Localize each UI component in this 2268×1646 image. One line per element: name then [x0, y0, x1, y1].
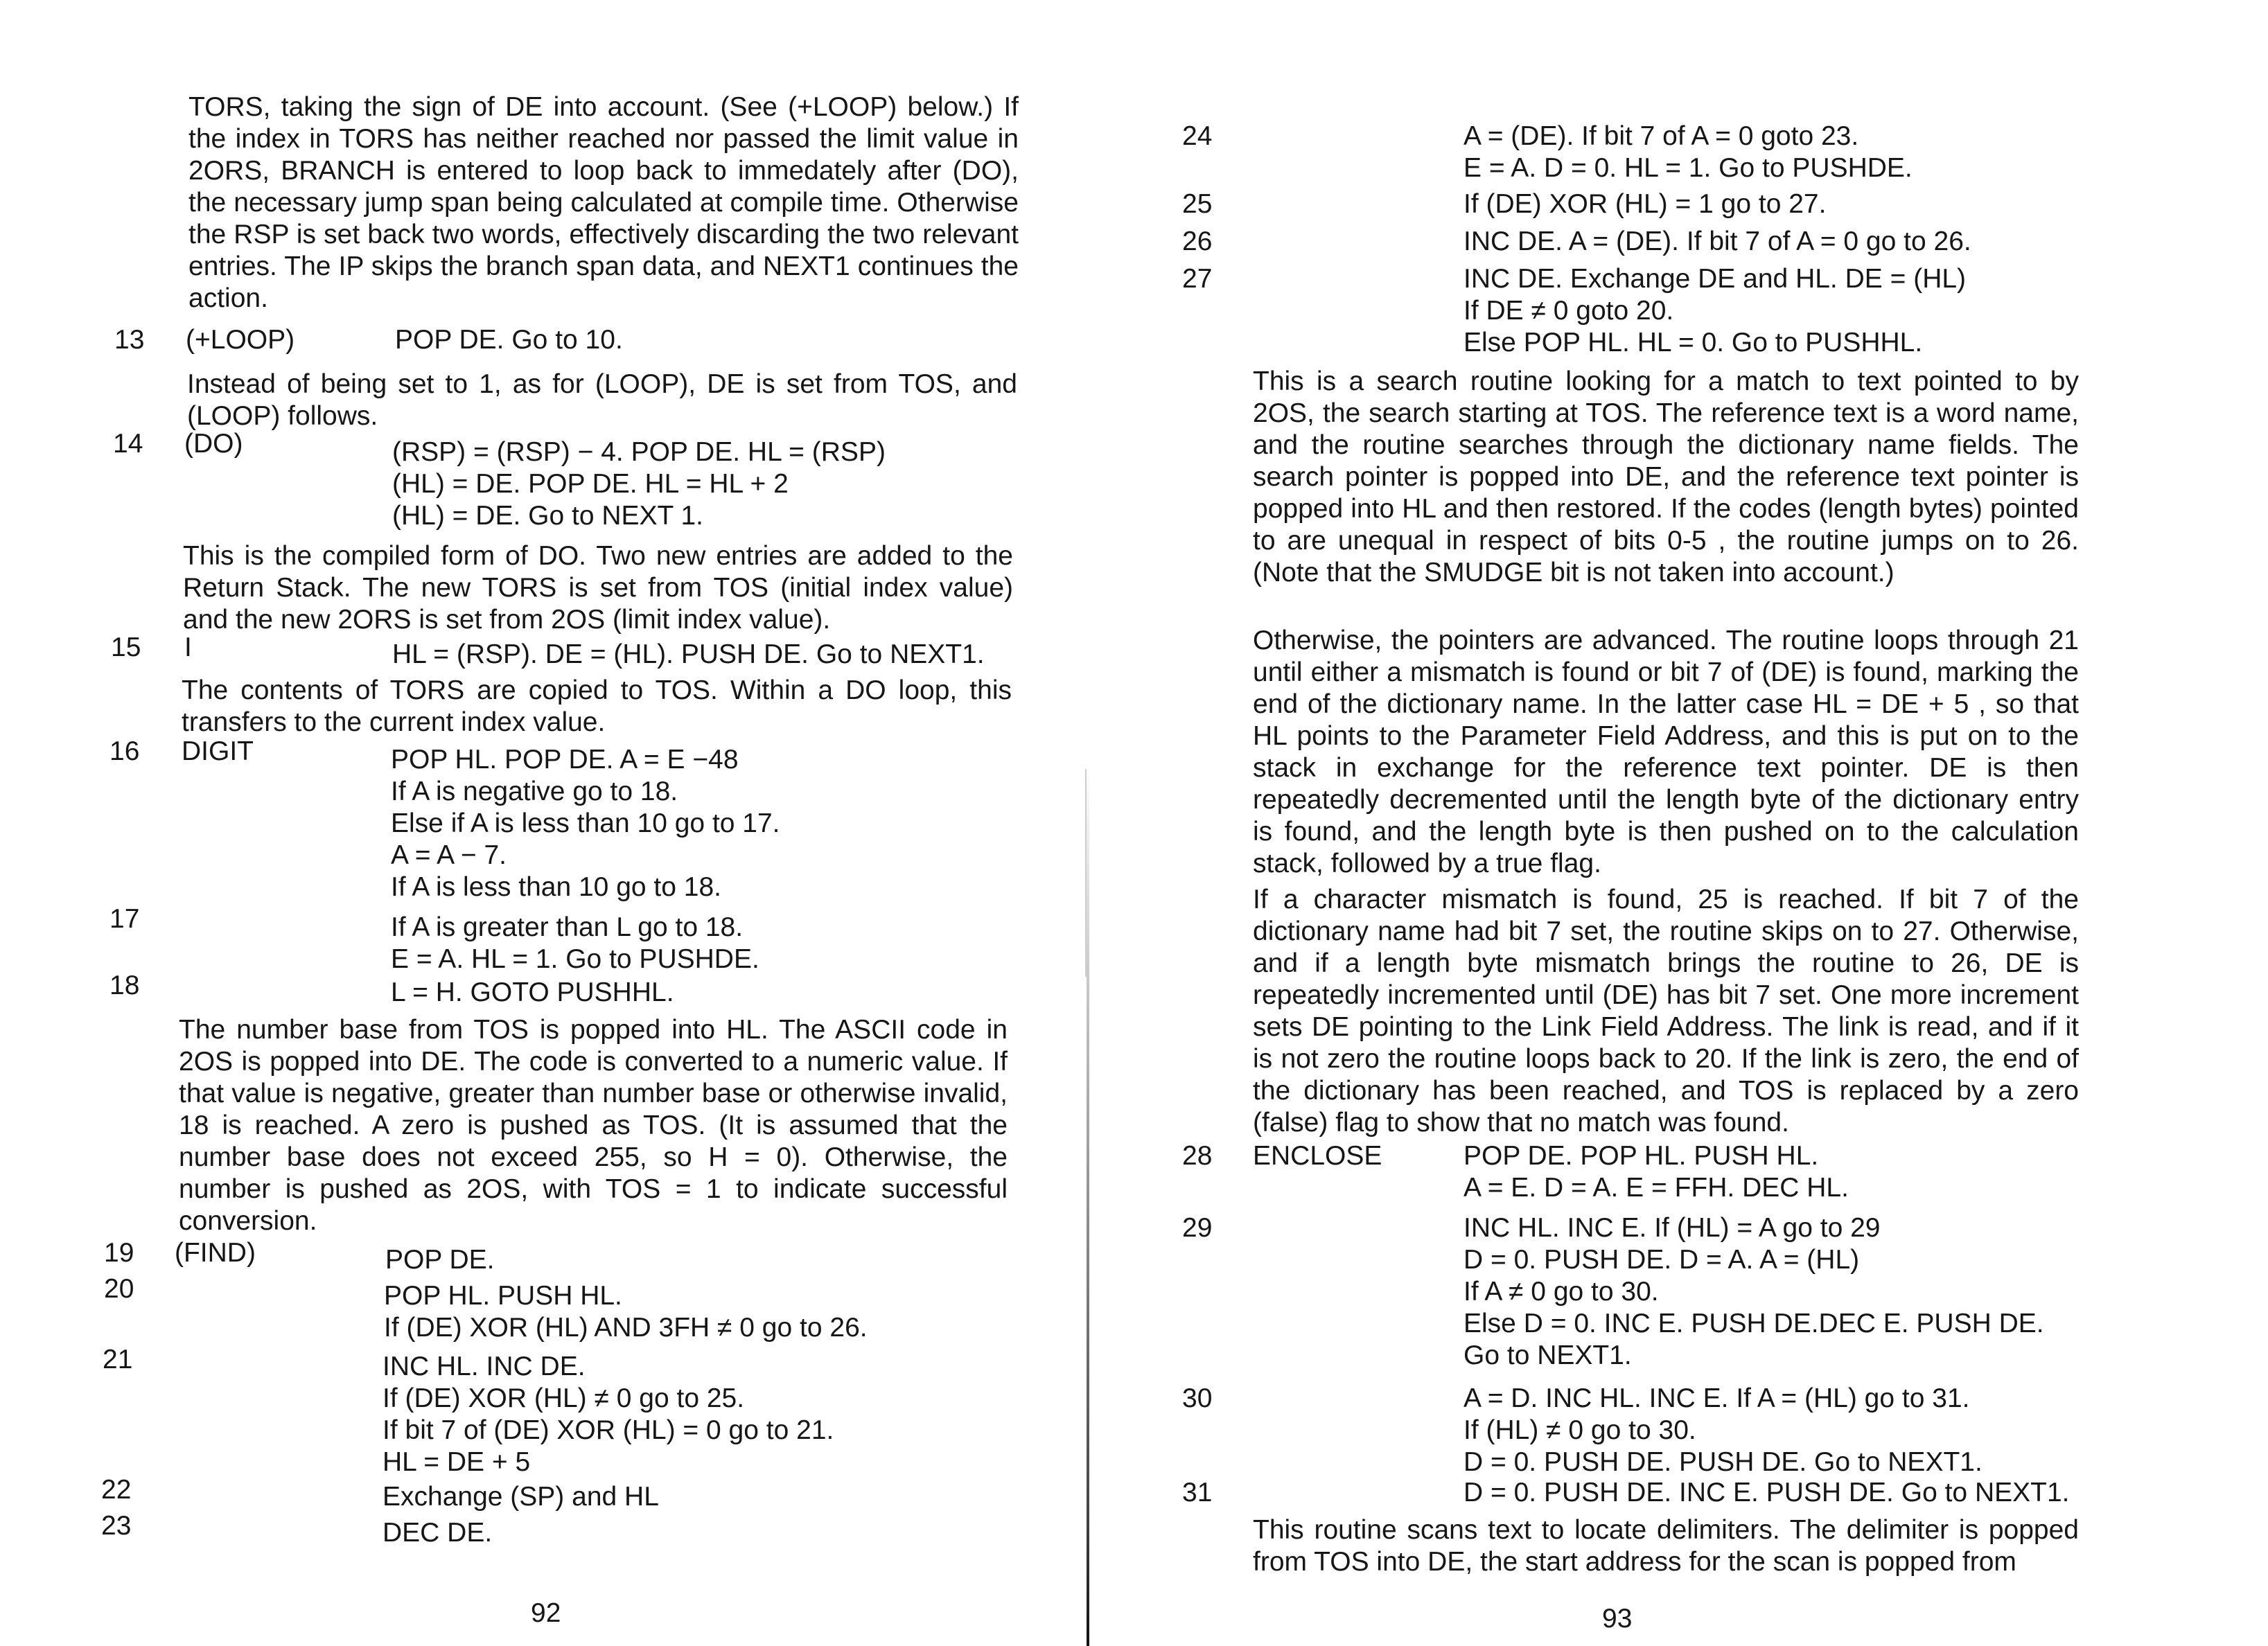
word-find: (FIND) — [175, 1238, 256, 1268]
code-line: HL = DE + 5 — [383, 1447, 531, 1477]
code-21 — [383, 1351, 834, 1478]
code-17 — [391, 912, 759, 975]
code-22 — [383, 1481, 659, 1513]
line-number-19: 19 — [104, 1238, 134, 1268]
desc-i: The contents of TORS are copied to TOS. Within a DO loop, this transfers to the current index value. — [182, 675, 1012, 737]
code-line: (HL) = DE. POP DE. HL = HL + 2 — [392, 469, 789, 499]
code-line: POP DE. — [385, 1245, 495, 1275]
intro-paragraph: TORS, taking the sign of DE into account. (See (+LOOP) below.) If the index in TORS has neither reached nor passed the limit value in 2ORS, BRANCH is entered to loop back to immedately after (DO), the necessary jump span being calculated at compile time. Otherwise the RSP is set back two words, effectively discarding the two relevant entries. The IP skips the branch span data, and NEXT1 continues the action. — [188, 92, 1019, 313]
paragraph-find-1: This is a search routine looking for a match to text pointed to by 2OS, the search starting at TOS. The reference text is a word name, and the routine searches through the dictionary name fields. The search pointer is popped into DE, and the reference text pointer is popped into HL and then restored. If the codes (length bytes) pointed to are unequal in respect of bits 0-5 , the routine jumps on to 26. (Note that the SMUDGE bit is not taken into account.) — [1253, 366, 2079, 587]
code-line: POP DE. POP HL. PUSH HL. — [1463, 1141, 1819, 1171]
line-number-22: 22 — [101, 1475, 132, 1505]
code-line: Exchange (SP) and HL — [383, 1482, 659, 1512]
code-31 — [1463, 1477, 2070, 1509]
code-line: POP HL. POP DE. A = E −48 — [391, 745, 739, 775]
paragraph-enclose: This routine scans text to locate delimiters. The delimiter is popped from TOS into DE, the start address for the scan is popped from — [1253, 1515, 2079, 1577]
code-line: Else POP HL. HL = 0. Go to PUSHHL. — [1463, 328, 1923, 357]
code-line: If (DE) XOR (HL) ≠ 0 go to 25. — [383, 1383, 745, 1413]
code-line: If A is negative go to 18. — [391, 777, 678, 806]
line-number-17: 17 — [109, 904, 140, 934]
line-number-25: 25 — [1182, 189, 1213, 219]
code-line: INC HL. INC DE. — [383, 1352, 586, 1381]
code-line: If (DE) XOR (HL) = 1 go to 27. — [1463, 189, 1827, 219]
code-line: INC DE. Exchange DE and HL. DE = (HL) — [1463, 264, 1967, 294]
code-line: D = 0. PUSH DE. PUSH DE. Go to NEXT1. — [1463, 1447, 1983, 1477]
line-number-28: 28 — [1182, 1141, 1213, 1171]
line-number-24: 24 — [1182, 121, 1213, 151]
code-line: D = 0. PUSH DE. D = A. A = (HL) — [1463, 1245, 1860, 1275]
paragraph-find-2: Otherwise, the pointers are advanced. The routine loops through 21 until either a mismatch is found or bit 7 of (DE) is found, marking the end of the dictionary name. In the latter case HL = DE + 5 , so that HL points to the Parameter Field Address, and this is put on to the stack in exchange for the reference text pointer. DE is then repeatedly decremented until the length byte of the dictionary entry is found, and the length byte is then pushed on to the calculation stack, followed by a true flag. — [1253, 626, 2079, 878]
code-line: (RSP) = (RSP) − 4. POP DE. HL = (RSP) — [392, 437, 886, 467]
desc-plus-loop: Instead of being set to 1, as for (LOOP), DE is set from TOS, and (LOOP) follows. — [187, 369, 1017, 431]
line-number-15: 15 — [111, 632, 141, 662]
word-do: (DO) — [184, 429, 243, 459]
code-line: If bit 7 of (DE) XOR (HL) = 0 go to 21. — [383, 1415, 834, 1445]
code-18 — [391, 977, 674, 1009]
desc-digit: The number base from TOS is popped into HL. The ASCII code in 2OS is popped into DE. The code is converted to a numeric value. If that value is negative, greater than number base or otherwise invalid, 18 is reached. A zero is pushed as TOS. (It is assumed that the number base does not exceed 255, so H = 0). Otherwise, the number is pushed as 2OS, with TOS = 1 to indicate successful conversion. — [179, 1015, 1008, 1236]
code-27 — [1463, 263, 1966, 359]
line-number-20: 20 — [104, 1274, 134, 1304]
code-line: If (HL) ≠ 0 go to 30. — [1463, 1415, 1696, 1445]
code-23 — [383, 1517, 492, 1549]
desc-do: This is the compiled form of DO. Two new entries are added to the Return Stack. The new TORS is set from TOS (initial index value) and the new 2ORS is set from 2OS (limit index value). — [183, 541, 1013, 635]
code-line: INC HL. INC E. If (HL) = A go to 29 — [1463, 1213, 1881, 1243]
code-15: HL = (RSP). DE = (HL). PUSH DE. Go to NEXT1. — [392, 639, 985, 669]
code-line: (HL) = DE. Go to NEXT 1. — [392, 501, 704, 531]
line-number-23: 23 — [101, 1511, 132, 1541]
code-line: E = A. D = 0. HL = 1. Go to PUSHDE. — [1463, 153, 1913, 183]
paragraph-find-3: If a character mismatch is found, 25 is reached. If bit 7 of the dictionary name had bit 7 set, the routine skips on to 27. Otherwise, and if a length byte mismatch brings the routine to 26, DE is repeatedly incremented until (DE) has bit 7 set. One more increment sets DE pointing to the Link Field Address. The link is read, and if it is not zero the routine loops back to 20. If the link is zero, the end of the dictionary has been reached, and TOS is replaced by a zero (false) flag to show that no match was found. — [1253, 885, 2079, 1138]
code-line: Else if A is less than 10 go to 17. — [391, 808, 780, 838]
code-line: A = A − 7. — [391, 840, 507, 870]
code-28 — [1463, 1140, 1849, 1204]
code-line: DEC DE. — [383, 1518, 493, 1548]
code-20 — [384, 1280, 868, 1344]
page-number-right: 93 — [1602, 1604, 1633, 1634]
code-24 — [1463, 121, 1913, 184]
word-plus-loop: (+LOOP) — [186, 325, 295, 355]
code-line: A = (DE). If bit 7 of A = 0 goto 23. — [1463, 121, 1859, 151]
code-line: L = H. GOTO PUSHHL. — [391, 977, 674, 1007]
line-number-14: 14 — [113, 429, 143, 459]
code-line: Go to NEXT1. — [1463, 1340, 1632, 1370]
line-number-18: 18 — [109, 971, 140, 1000]
code-line: INC DE. A = (DE). If bit 7 of A = 0 go to 26. — [1463, 227, 1971, 256]
code-line: If (DE) XOR (HL) AND 3FH ≠ 0 go to 26. — [384, 1313, 868, 1343]
code-line: A = E. D = A. E = FFH. DEC HL. — [1463, 1173, 1849, 1203]
page-number-left: 92 — [531, 1598, 561, 1628]
line-number-27: 27 — [1182, 264, 1213, 294]
code-19 — [385, 1244, 495, 1276]
code-line: If DE ≠ 0 goto 20. — [1463, 296, 1674, 326]
code-line: E = A. HL = 1. Go to PUSHDE. — [391, 944, 759, 974]
code-29 — [1463, 1212, 2044, 1372]
code-line: Else D = 0. INC E. PUSH DE.DEC E. PUSH DE. — [1463, 1309, 2044, 1338]
code-25 — [1463, 188, 1826, 220]
code-30 — [1463, 1383, 1983, 1478]
line-number-30: 30 — [1182, 1383, 1213, 1413]
code-14 — [392, 436, 886, 532]
code-line: If A is less than 10 go to 18. — [391, 872, 721, 902]
word-digit: DIGIT — [182, 736, 254, 766]
code-line: If A ≠ 0 go to 30. — [1463, 1277, 1659, 1307]
code-line: A = D. INC HL. INC E. If A = (HL) go to 31. — [1463, 1383, 1970, 1413]
right-page — [1109, 0, 2268, 1646]
word-i: I — [184, 632, 192, 662]
line-number-13: 13 — [114, 325, 145, 355]
word-enclose: ENCLOSE — [1253, 1141, 1382, 1171]
code-26 — [1463, 226, 1971, 258]
code-13: POP DE. Go to 10. — [395, 325, 623, 355]
line-number-29: 29 — [1182, 1213, 1213, 1243]
code-16 — [391, 744, 780, 903]
code-line: D = 0. PUSH DE. INC E. PUSH DE. Go to NEXT1. — [1463, 1478, 2070, 1507]
left-page — [0, 0, 1109, 1646]
line-number-31: 31 — [1182, 1478, 1213, 1507]
line-number-26: 26 — [1182, 227, 1213, 256]
code-line: POP HL. PUSH HL. — [384, 1281, 622, 1311]
code-line: If A is greater than L go to 18. — [391, 912, 744, 942]
line-number-21: 21 — [103, 1345, 133, 1374]
line-number-16: 16 — [109, 736, 140, 766]
